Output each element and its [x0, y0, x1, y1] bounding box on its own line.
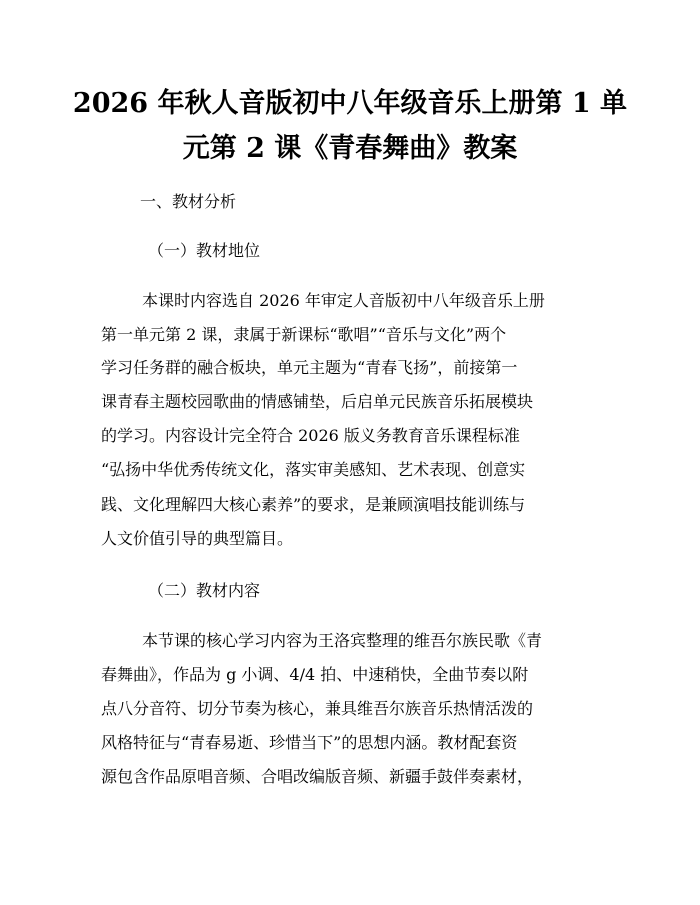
paragraph-line: 第一单元第 2 课，隶属于新课标“歌唱”“音乐与文化”两个 [101, 325, 507, 344]
paragraph-line: 学习任务群的融合板块，单元主题为“青春飞扬”，前接第一 [101, 358, 518, 377]
section-heading-analysis: 一、教材分析 [140, 192, 237, 211]
paragraph-line: 源包含作品原唱音频、合唱改编版音频、新疆手鼓伴奏素材， [101, 767, 534, 786]
document-title-line-1: 2026 年秋人音版初中八年级音乐上册第 1 单 [72, 88, 628, 119]
subsection-heading-content: （二）教材内容 [148, 581, 261, 600]
paragraph-line: 本节课的核心学习内容为王洛宾整理的维吾尔族民歌《青 [142, 631, 543, 650]
paragraph-line: 课青春主题校园歌曲的情感铺垫，后启单元民族音乐拓展模块 [101, 392, 534, 411]
paragraph-line: 人文价值引导的典型篇目。 [101, 529, 294, 548]
paragraph-line: 春舞曲》，作品为 g 小调、4/4 拍、中速稍快，全曲节奏以附 [101, 665, 529, 684]
paragraph-line: 风格特征与“青春易逝、珍惜当下”的思想内涵。教材配套资 [101, 733, 518, 752]
paragraph-line: “弘扬中华优秀传统文化，落实审美感知、艺术表现、创意实 [101, 460, 526, 479]
paragraph-line: 的学习。内容设计完全符合 2026 版义务教育音乐课程标准 [101, 426, 520, 445]
subsection-heading-position: （一）教材地位 [148, 241, 261, 260]
paragraph-line: 点八分音符、切分节奏为核心，兼具维吾尔族音乐热情活泼的 [101, 699, 534, 718]
paragraph-line: 本课时内容选自 2026 年审定人音版初中八年级音乐上册 [142, 291, 545, 310]
document-title-line-2: 元第 2 课《青春舞曲》教案 [182, 133, 518, 164]
paragraph-line: 践、文化理解四大核心素养”的要求，是兼顾演唱技能训练与 [101, 495, 526, 514]
